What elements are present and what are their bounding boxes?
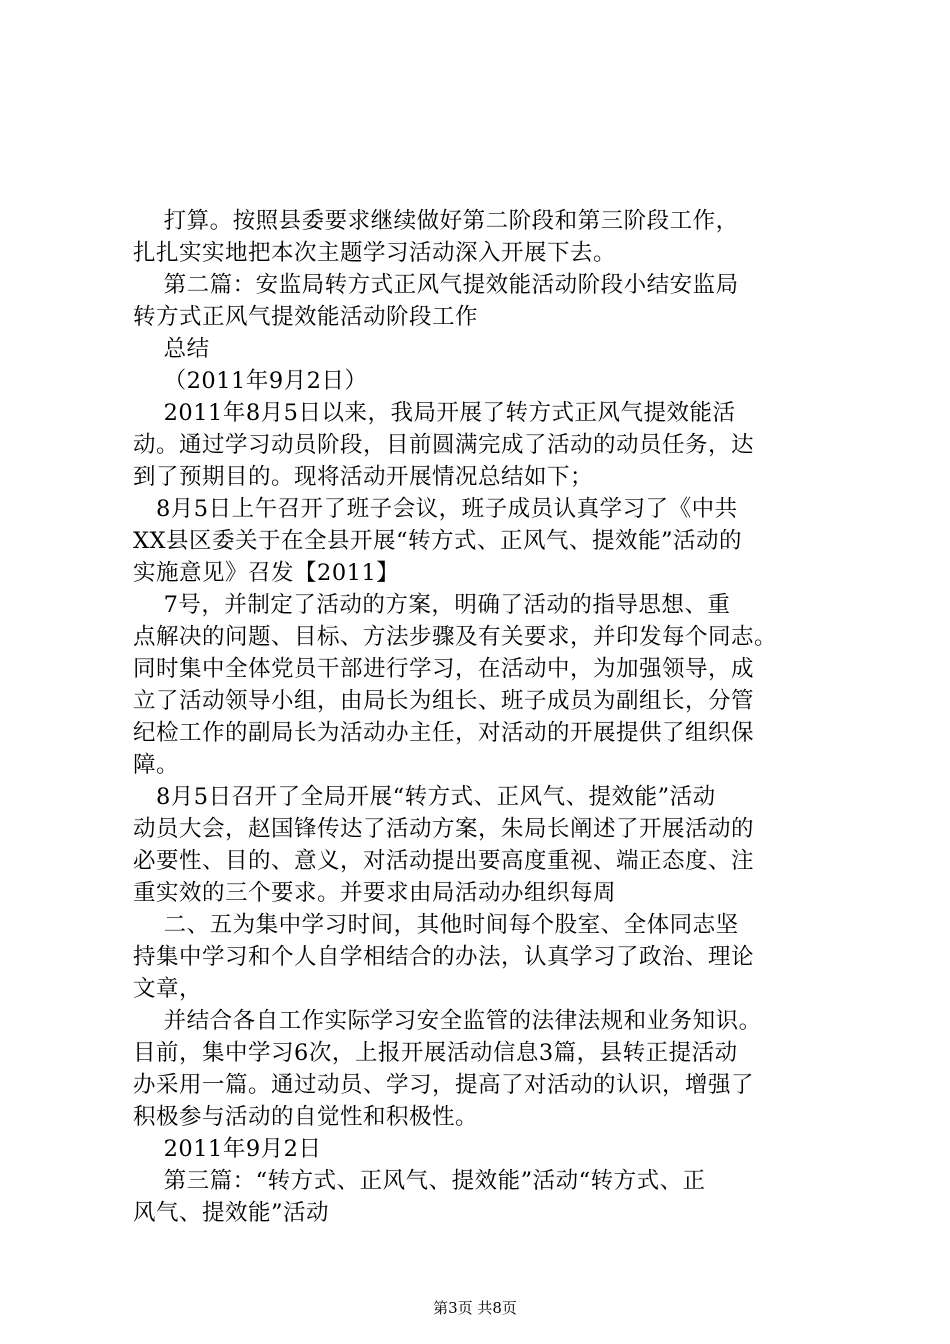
body-line: 必要性、目的、意义，对活动提出要高度重视、端正态度、注 [133,848,755,874]
body-line: 动。通过学习动员阶段，目前圆满完成了活动的动员任务，达 [133,432,755,458]
body-line: 8月5日召开了全局开展“转方式、正风气、提效能”活动 [133,784,716,810]
body-line: 立了活动领导小组，由局长为组长、班子成员为副组长，分管 [133,688,755,714]
body-line: 并结合各自工作实际学习安全监管的法律法规和业务知识。 [133,1008,762,1034]
body-line: 同时集中全体党员干部进行学习，在活动中，为加强领导，成 [133,656,755,682]
body-line: （2011年9月2日） [133,368,368,394]
body-line: 纪检工作的副局长为活动办主任，对活动的开展提供了组织保 [133,720,755,746]
body-line: 点解决的问题、目标、方法步骤及有关要求，并印发每个同志。 [133,624,778,650]
body-line: 8月5日上午召开了班子会议，班子成员认真学习了《中共 [133,496,738,522]
body-line: 实施意见》召发【2011】 [133,560,400,586]
body-line: 障。 [133,752,180,778]
body-line: 打算。按照县委要求继续做好第二阶段和第三阶段工作， [133,208,739,234]
body-line: 到了预期目的。现将活动开展情况总结如下； [133,464,594,490]
body-line: 积极参与活动的自觉性和积极性。 [133,1104,479,1130]
body-line: 文章， [133,976,203,1002]
body-line: 2011年9月2日 [133,1136,322,1162]
body-line: 风气、提效能”活动 [133,1200,330,1226]
body-line: 第三篇：“转方式、正风气、提效能”活动“转方式、正 [133,1168,706,1194]
body-line: 二、五为集中学习时间，其他时间每个股室、全体同志坚 [133,912,739,938]
body-line: 转方式正风气提效能活动阶段工作 [133,304,479,330]
body-line: XX县区委关于在全县开展“转方式、正风气、提效能”活动的 [133,528,743,554]
body-line: 第二篇：安监局转方式正风气提效能活动阶段小结安监局 [133,272,739,298]
body-line: 动员大会，赵国锋传达了活动方案，朱局长阐述了开展活动的 [133,816,755,842]
body-line: 重实效的三个要求。并要求由局活动办组织每周 [133,880,617,906]
body-line: 2011年8月5日以来，我局开展了转方式正风气提效能活 [133,400,736,426]
page-number-footer: 第3页 共8页 [433,1299,517,1317]
body-line: 总结 [133,336,210,362]
body-line: 目前，集中学习6次，上报开展活动信息3篇，县转正提活动 [133,1040,738,1066]
body-line: 持集中学习和个人自学相结合的办法，认真学习了政治、理论 [133,944,755,970]
body-line: 办采用一篇。通过动员、学习，提高了对活动的认识，增强了 [133,1072,755,1098]
body-line: 扎扎实实地把本次主题学习活动深入开展下去。 [133,240,617,266]
body-line: 7号，并制定了活动的方案，明确了活动的指导思想、重 [133,592,731,618]
